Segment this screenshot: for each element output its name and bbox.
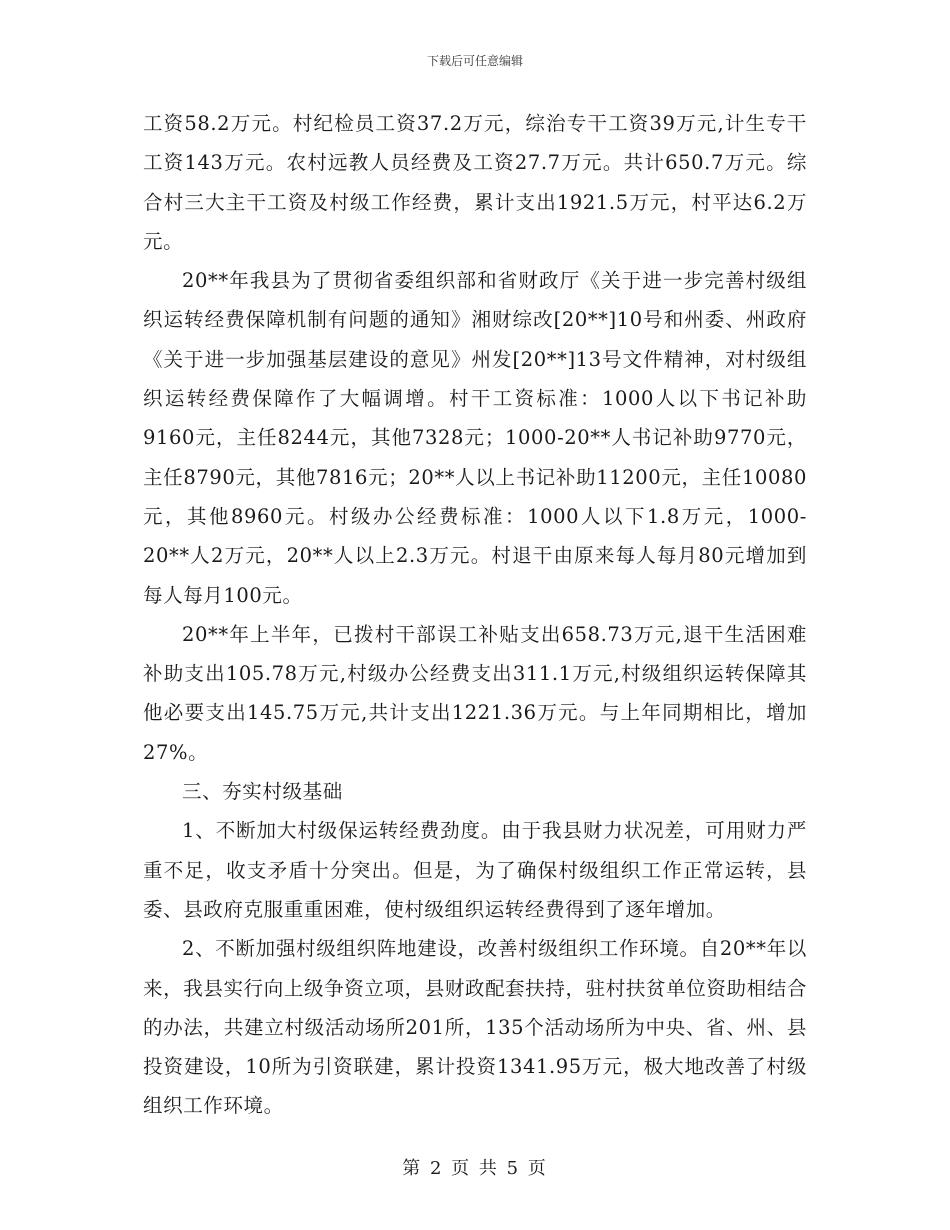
paragraph-5: 2、不断加强村级组织阵地建设，改善村级组织工作环境。自20**年以来，我县实行向上级争资立项，县财政配套扶持，驻村扶贫单位资助相结合的办法，共建立村级活动场所201所，135个活动场所为中央、省、州、县投资建设，10所为引资联建，累计投资1341.95万元，极大地改善了村级组织工作环境。	[143, 937, 807, 1118]
page-number: 第 2 页 共 5 页	[402, 1158, 548, 1179]
section-heading: 三、夯实村级基础	[182, 780, 343, 804]
paragraph-1: 工资58.2万元。村纪检员工资37.2万元，综治专干工资39万元,计生专干工资143万元。农村远教人员经费及工资27.7万元。共计650.7万元。综合村三大主干工资及村级工作经费，累计支出1921.5万元，村平达6.2万元。	[143, 112, 807, 253]
page-header-note: 下载后可任意编辑	[426, 54, 523, 68]
document-body	[143, 104, 807, 1126]
paragraph-4: 1、不断加大村级保运转经费劲度。由于我县财力状况差，可用财力严重不足，收支矛盾十分突出。但是，为了确保村级组织工作正常运转，县委、县政府克服重重困难，使村级组织运转经费得到了逐年增加。	[143, 819, 807, 921]
paragraph-3: 20**年上半年，已拨村干部误工补贴支出658.73万元,退干生活困难补助支出105.78万元,村级办公经费支出311.1万元,村级组织运转保障其他必要支出145.75万元,共计支出1221.36万元。与上年同期相比，增加27%。	[143, 622, 807, 764]
paragraph-2: 20**年我县为了贯彻省委组织部和省财政厅《关于进一步完善村级组织运转经费保障机制有问题的通知》湘财综改[20**]10号和州委、州政府《关于进一步加强基层建设的意见》州发[20**]13号文件精神，对村级组织运转经费保障作了大幅调增。村干工资标准：1000人以下书记补助9160元，主任8244元，其他7328元；1000-20**人书记补助9770元，主任8790元，其他7816元；20**人以上书记补助11200元，主任10080元，其他8960元。村级办公经费标准：1000人以下1.8万元，1000-20**人2万元，20**人以上2.3万元。村退干由原来每人每月80元增加到每人每月100元。	[143, 269, 807, 607]
